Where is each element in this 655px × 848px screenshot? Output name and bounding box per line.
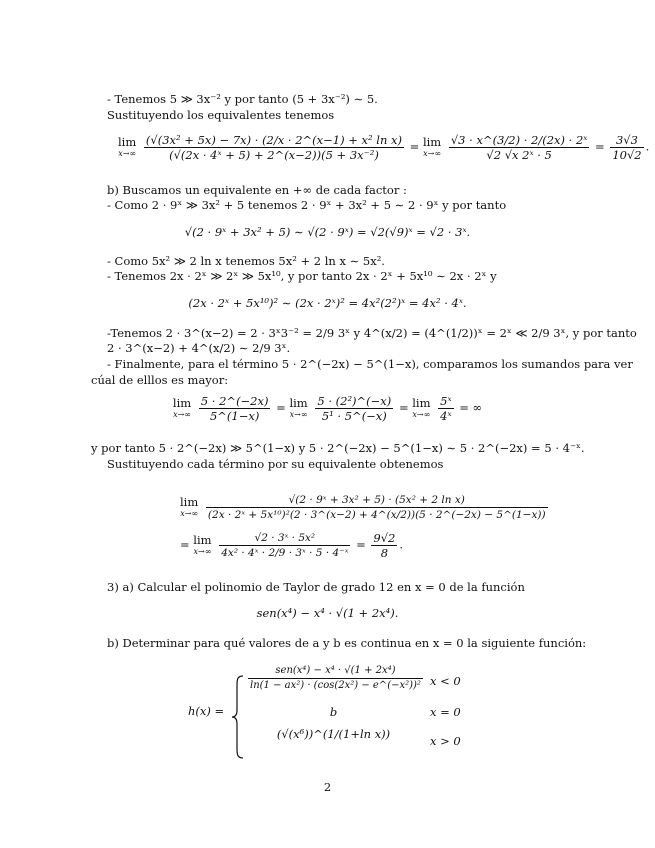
lim-word: lim	[180, 494, 199, 509]
lim-sub: x→∞	[118, 148, 137, 158]
eq4-den: 4x² · 4ˣ · 2/9 · 3ˣ · 5 · 4⁻ˣ	[221, 547, 349, 559]
equation-big-result: = lim x→∞ $\frac{\text{√2 · 3ˣ · 5x²}}{\text{4x² · 4ˣ · 2/9 · 3ˣ · 5 · 4⁻ˣ}}$ = $\frac{9√2}{8}$ .	[180, 531, 404, 560]
eq3-num: √(2 · 9ˣ + 3x² + 5) · (5x² + 2 ln x)	[206, 493, 548, 508]
piecewise-case2: b	[329, 705, 338, 719]
lim-sub: x→∞	[423, 148, 442, 158]
lim-word: lim	[172, 395, 192, 410]
text-line-13: cúal de elllos es mayor:	[91, 373, 229, 387]
equation-square-term: (2x · 2ˣ + 5x¹⁰)² ∼ (2x · 2ˣ)² = 4x²(2²)ˣ = 4x² · 4ˣ.	[188, 296, 467, 310]
equation-taylor-function: sen(x⁴) − x⁴ · √(1 + 2x⁴).	[256, 606, 399, 620]
text-line-15: y por tanto 5 · 2^(−2x) ≫ 5^(1−x) y 5 · 2^(−2x) − 5^(1−x) ∼ 5 · 2^(−2x) = 5 · 4⁻ˣ.	[91, 441, 585, 455]
eq2-den2: 5¹ · 5^(−x)	[321, 409, 387, 423]
eq1-den3: 10√2	[612, 148, 642, 162]
equation-limit-a: lim x→∞ $\frac{\text{(√(3x² + 5x) − 7x) · (2/x · 2\textasciicircum{}(x−1) + x² ln x)}}{\text{(√(2x · 4ˣ + 5) + 2\textasciicircum{}(x−2))(5 + 3x⁻²)}}$ = lim x→∞ $\frac{\text{√3 · x\textasciicircum{}(3/2) · 2/(2x) · 2ˣ}}{\text{√2 √x 2ˣ · 5}}$ = $\frac{3√3}{10√2}$ .	[118, 133, 650, 162]
page-number: 2	[323, 780, 332, 794]
eq2-num1: 5 · 2^(−2x)	[200, 394, 269, 408]
piecewise-label: h(x) =	[188, 704, 225, 718]
text-line-21: b) Determinar para qué valores de a y b es continua en x = 0 la siguiente función:	[107, 636, 587, 650]
case1-condition: x < 0	[430, 674, 461, 688]
lim-word: lim	[289, 395, 308, 410]
eq1-num2: √3 · x^(3/2) · 2/(2x) · 2ˣ	[450, 133, 588, 147]
piecewise-case3: (√(x⁶))^(1/(1+ln x))	[276, 727, 391, 741]
lim-word: lim	[422, 134, 442, 149]
eq1-num1: (√(3x² + 5x) − 7x) · (2/x · 2^(x−1) + x² ln x)	[145, 133, 402, 147]
eq4-den2: 8	[380, 546, 389, 560]
lim-word: lim	[193, 532, 212, 547]
lim-sub: x→∞	[193, 546, 212, 556]
left-brace-icon	[231, 674, 245, 760]
eq2-den3: 4ˣ	[440, 409, 452, 423]
lim-sub: x→∞	[289, 409, 308, 419]
piecewise-case1	[246, 664, 421, 693]
lim-sub: x→∞	[412, 409, 431, 419]
eq2-num3: 5ˣ	[440, 394, 452, 408]
text-line-5: - Como 2 · 9ˣ ≫ 3x² + 5 tenemos 2 · 9ˣ + 3x² + 5 ∼ 2 · 9ˣ y por tanto	[107, 198, 507, 212]
case1-num: sen(x⁴) − x⁴ · √(1 + 2x⁴)	[248, 664, 423, 679]
text-line-1: - Tenemos 5 ≫ 3x⁻² y por tanto (5 + 3x⁻²) ∼ 5.	[107, 92, 378, 106]
eq2-den1: 5^(1−x)	[209, 409, 260, 423]
case3-condition: x > 0	[430, 734, 461, 748]
text-line-16: Sustituyendo cada término por su equivalente obtenemos	[107, 457, 444, 471]
text-line-8: - Tenemos 2x · 2ˣ ≫ 2ˣ ≫ 5x¹⁰, y por tanto 2x · 2ˣ + 5x¹⁰ ∼ 2x · 2ˣ y	[107, 269, 497, 283]
lim-word: lim	[118, 134, 137, 149]
text-line-12: - Finalmente, para el término 5 · 2^(−2x) − 5^(1−x), comparamos los sumandos para ver	[107, 357, 633, 371]
eq4-num2: 9√2	[373, 531, 396, 545]
lim-sub: x→∞	[173, 409, 191, 419]
eq1-den1: (√(2x · 4ˣ + 5) + 2^(x−2))(5 + 3x⁻²)	[169, 148, 379, 162]
text-line-7: - Como 5x² ≫ 2 ln x tenemos 5x² + 2 ln x ∼ 5x².	[107, 254, 385, 268]
case2-condition: x = 0	[430, 705, 461, 719]
eq2-end: = ∞	[459, 400, 483, 415]
eq1-num3: 3√3	[610, 133, 643, 148]
text-line-2: Sustituyendo los equivalentes tenemos	[107, 108, 335, 122]
eq4-num: √2 · 3ˣ · 5x²	[219, 531, 350, 546]
text-line-10: -Tenemos 2 · 3^(x−2) = 2 · 3ˣ3⁻² = 2/9 3ˣ y 4^(x/2) = (4^(1/2))ˣ = 2ˣ ≪ 2/9 3ˣ, y por tanto	[107, 326, 637, 340]
equation-big-limit	[180, 493, 550, 522]
equation-compare-limit: lim x→∞ $\frac{5 \cdot 2\^{}(-2x)}{5\^{}(1-x)}$ = lim x→∞ $\frac{\text{5 · (2²)\textasciicircum{}(−x)}}{\text{5¹ · 5\textasciicircum{}(−x)}}$ = lim x→∞ $\frac{\text{5ˣ}}{\text{4ˣ}}$ = ∞	[172, 394, 483, 423]
text-line-11: 2 · 3^(x−2) + 4^(x/2) ∼ 2/9 3ˣ.	[107, 341, 291, 355]
text-line-19: 3) a) Calcular el polinomio de Taylor de grado 12 en x = 0 de la función	[107, 580, 525, 594]
eq3-den: (2x · 2ˣ + 5x¹⁰)²(2 · 3^(x−2) + 4^(x/2))(5 · 2^(−2x) − 5^(1−x))	[207, 509, 546, 521]
lim-word: lim	[412, 395, 431, 410]
eq2-num2: 5 · (2²)^(−x)	[317, 394, 392, 408]
equation-sqrt-9x: √(2 · 9ˣ + 3x² + 5) ∼ √(2 · 9ˣ) = √2(√9)ˣ = √2 · 3ˣ.	[184, 225, 471, 239]
lim-sub: x→∞	[180, 508, 199, 518]
case1-den: ln(1 − ax²) · (cos(2x²) − e^(−x²))²	[250, 680, 421, 691]
text-line-4: b) Buscamos un equivalente en +∞ de cada factor :	[107, 183, 407, 197]
eq1-den2: √2 √x 2ˣ · 5	[486, 148, 552, 162]
